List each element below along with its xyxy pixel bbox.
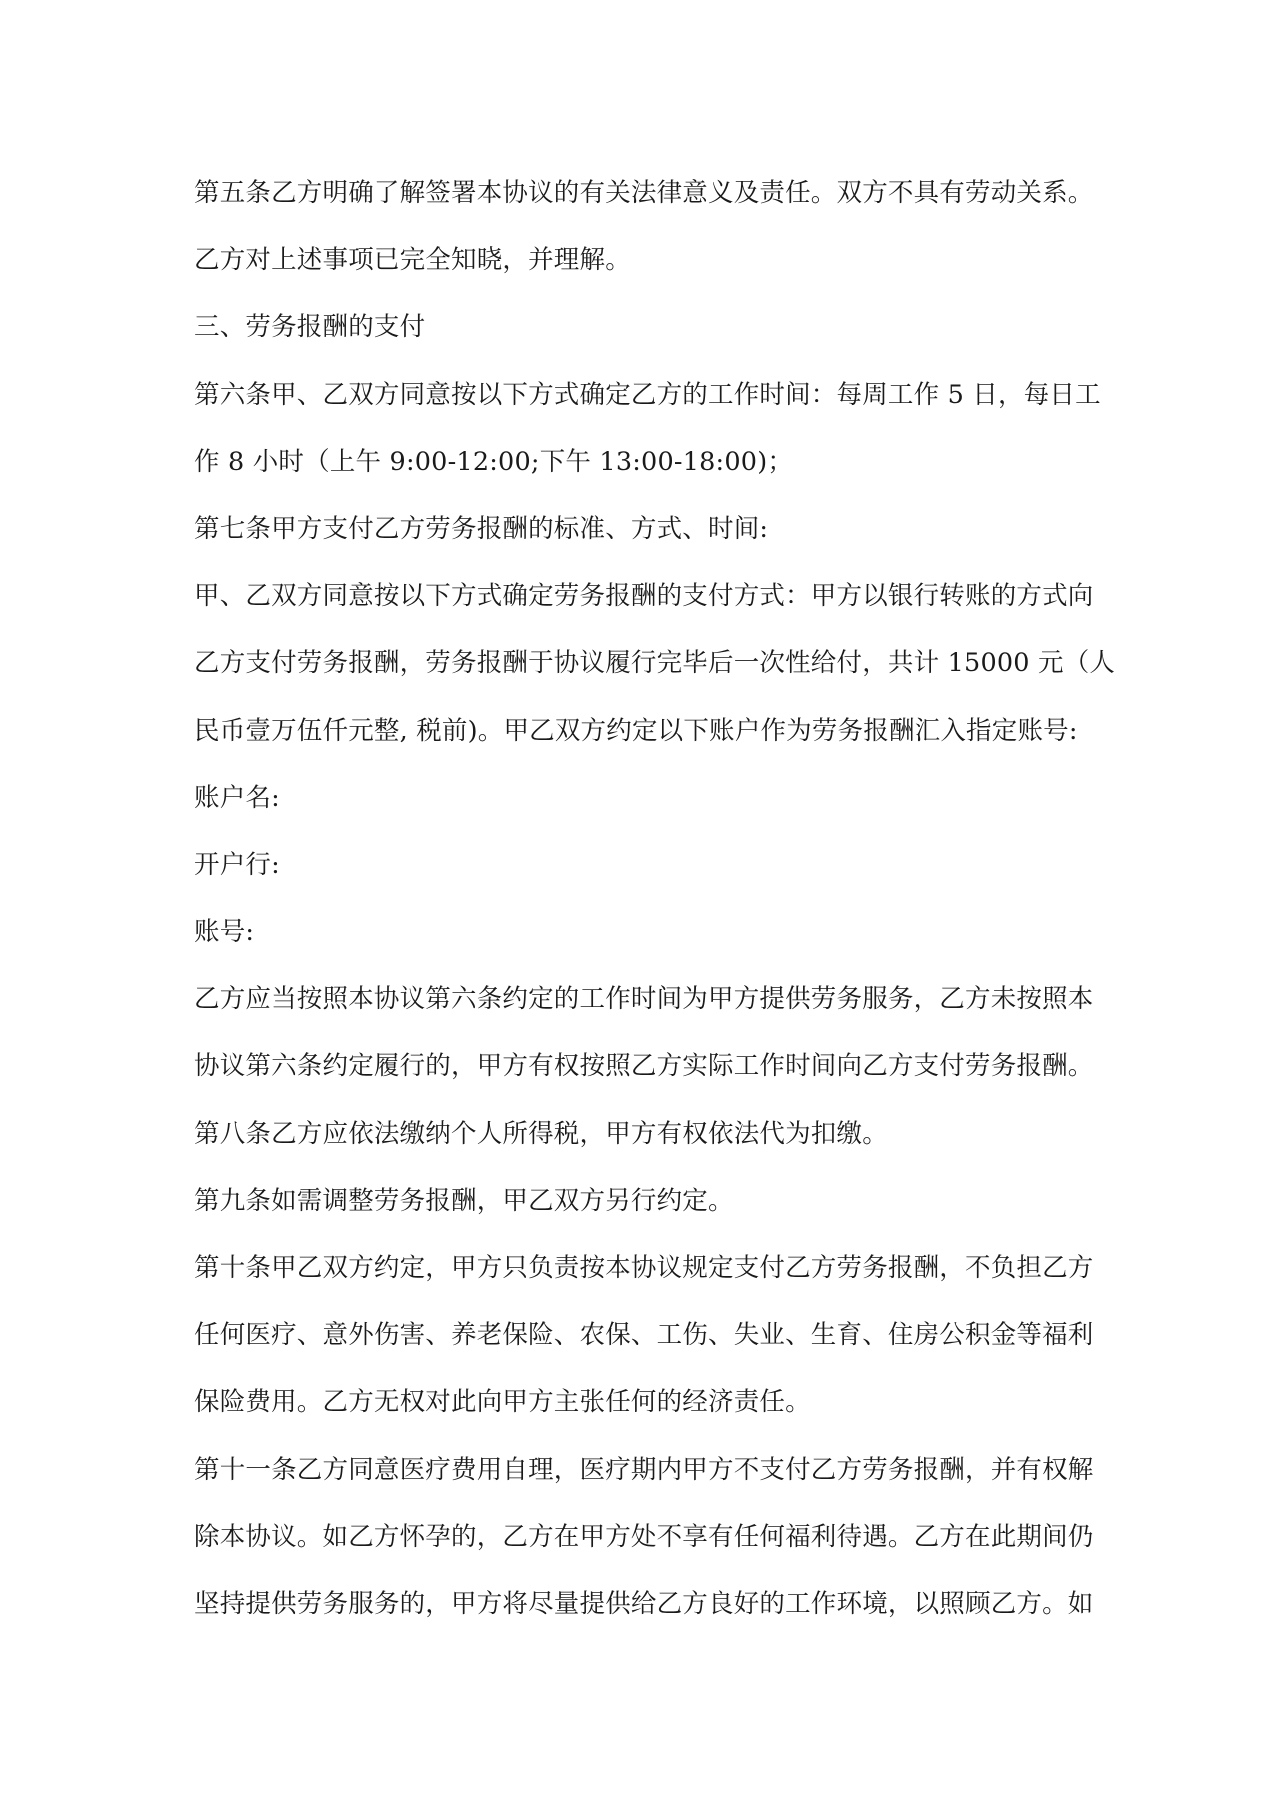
text-line-14: 协议第六条约定履行的，甲方有权按照乙方实际工作时间向乙方支付劳务报酬。 xyxy=(194,1051,1094,1082)
text-line-5: 作 8 小时（上午 9:00-12:00;下午 13:00-18:00)； xyxy=(194,446,794,477)
text-line-20: 第十一条乙方同意医疗费用自理，医疗期内甲方不支付乙方劳务报酬，并有权解 xyxy=(194,1454,1094,1485)
text-line-22: 坚持提供劳务服务的，甲方将尽量提供给乙方良好的工作环境，以照顾乙方。如 xyxy=(194,1588,1094,1619)
text-line-17: 第十条甲乙双方约定，甲方只负责按本协议规定支付乙方劳务报酬，不负担乙方 xyxy=(194,1253,1094,1283)
text-line-21: 除本协议。如乙方怀孕的，乙方在甲方处不享有任何福利待遇。乙方在此期间仍 xyxy=(194,1521,1094,1552)
text-line-18: 任何医疗、意外伤害、养老保险、农保、工伤、失业、生育、住房公积金等福利 xyxy=(194,1320,1094,1351)
text-line-13: 乙方应当按照本协议第六条约定的工作时间为甲方提供劳务服务，乙方未按照本 xyxy=(194,984,1094,1015)
text-line-8: 乙方支付劳务报酬，劳务报酬于协议履行完毕后一次性给付，共计 15000 元（人 xyxy=(194,648,1116,679)
bank-label: 开户行: xyxy=(194,849,280,880)
text-line-9: 民币壹万伍仟元整, 税前)。甲乙双方约定以下账户作为劳务报酬汇入指定账号: xyxy=(194,715,1078,746)
text-line-1: 第五条乙方明确了解签署本协议的有关法律意义及责任。双方不具有劳动关系。 xyxy=(194,178,1094,208)
text-line-6: 第七条甲方支付乙方劳务报酬的标准、方式、时间: xyxy=(194,513,769,544)
text-line-4: 第六条甲、乙双方同意按以下方式确定乙方的工作时间：每周工作 5 日，每日工 xyxy=(194,379,1101,410)
account-number-label: 账号: xyxy=(194,917,255,948)
text-line-15: 第八条乙方应依法缴纳个人所得税，甲方有权依法代为扣缴。 xyxy=(194,1118,888,1149)
document-body xyxy=(194,160,1116,1638)
section-heading: 三、劳务报酬的支付 xyxy=(194,312,426,343)
text-line-7: 甲、乙双方同意按以下方式确定劳务报酬的支付方式：甲方以银行转账的方式向 xyxy=(194,581,1094,612)
text-line-19: 保险费用。乙方无权对此向甲方主张任何的经济责任。 xyxy=(194,1387,811,1418)
text-line-16: 第九条如需调整劳务报酬，甲乙双方另行约定。 xyxy=(194,1185,734,1216)
account-name-label: 账户名: xyxy=(194,782,280,813)
text-line-2: 乙方对上述事项已完全知晓，并理解。 xyxy=(194,245,631,276)
